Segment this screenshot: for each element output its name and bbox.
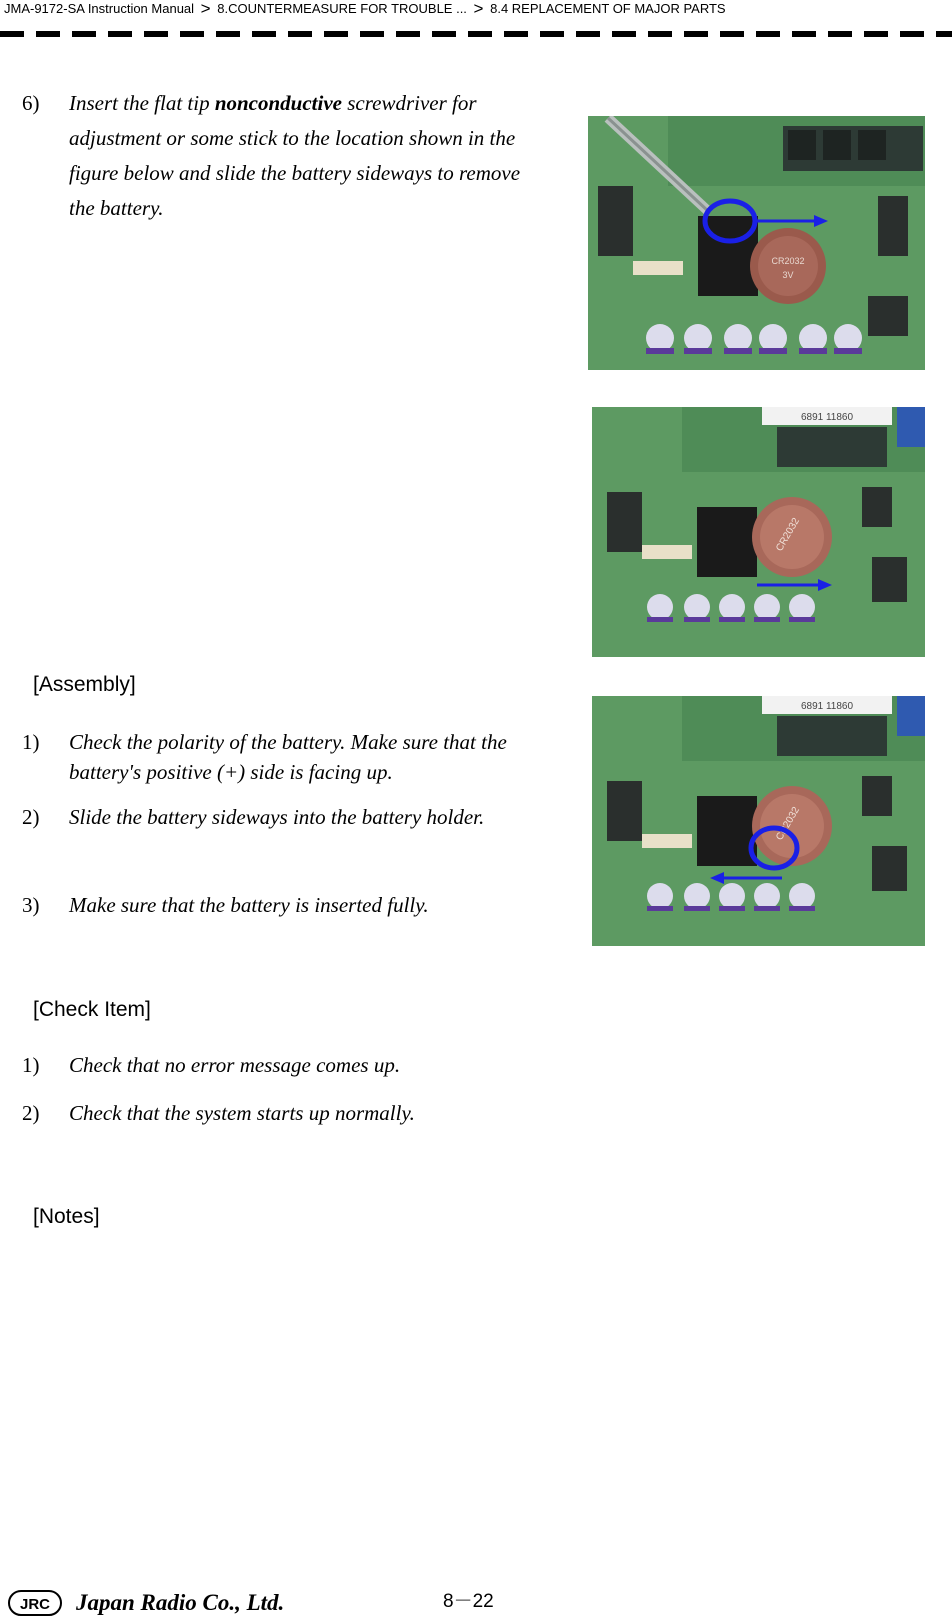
step-text: Check that no error message comes up. <box>69 1053 401 1077</box>
breadcrumb-section: 8.4 REPLACEMENT OF MAJOR PARTS <box>490 1 726 16</box>
check-step-1 <box>22 1048 562 1084</box>
step-text: Check the polarity of the battery. Make sure that the battery's positive (+) side is facing up. <box>69 730 507 784</box>
barcode-label: 6891 11860 <box>800 701 854 712</box>
step-number: 6) <box>22 91 40 115</box>
check-item-heading: [Check Item] <box>33 998 151 1021</box>
check-step-2 <box>22 1096 562 1132</box>
battery-voltage: 3V <box>782 270 794 280</box>
breadcrumb-separator: > <box>473 0 484 18</box>
pcb-photo-insertion <box>592 696 925 946</box>
step-text: Make sure that the battery is inserted fully. <box>69 893 429 917</box>
jrc-logo <box>8 1588 318 1623</box>
notes-heading: [Notes] <box>33 1205 100 1228</box>
pcb-photo-battery-removed <box>592 407 925 657</box>
step-number: 1) <box>22 730 40 754</box>
battery-label: CR2032 <box>771 256 805 266</box>
step-number: 3) <box>22 893 40 917</box>
logo-text: Japan Radio Co., Ltd. <box>76 1590 285 1615</box>
logo-mark: JRC <box>19 1596 51 1613</box>
step-number: 1) <box>22 1053 40 1077</box>
step-text: Check that the system starts up normally. <box>69 1101 415 1125</box>
step-text-part: screwdriver for adjustment or some stick to the location shown in the figure below and slide the battery sideways to remove the battery. <box>69 91 521 220</box>
step-number: 2) <box>22 805 40 829</box>
assembly-heading: [Assembly] <box>33 673 136 696</box>
assembly-step-1 <box>22 727 562 791</box>
step-text-emphasis: nonconductive <box>214 91 342 115</box>
breadcrumb-separator: > <box>200 0 211 18</box>
pcb-photo-removal <box>588 116 925 370</box>
battery-label: CR2032 <box>774 516 803 554</box>
barcode-label: 6891 11860 <box>800 412 854 423</box>
removal-step <box>22 86 542 226</box>
breadcrumb <box>4 0 944 18</box>
page-number: 8－22 <box>443 1591 494 1612</box>
battery-label: CR2032 <box>774 805 803 843</box>
header-divider <box>0 31 952 37</box>
assembly-step-2 <box>22 800 562 872</box>
breadcrumb-manual: JMA-9172-SA Instruction Manual <box>4 1 195 16</box>
step-text-part: Insert the flat tip <box>69 91 215 115</box>
step-number: 2) <box>22 1101 40 1125</box>
step-text <box>69 86 544 226</box>
step-text: Slide the battery sideways into the battery holder. <box>69 805 485 829</box>
breadcrumb-chapter: 8.COUNTERMEASURE FOR TROUBLE ... <box>217 1 467 16</box>
assembly-step-3 <box>22 888 562 924</box>
